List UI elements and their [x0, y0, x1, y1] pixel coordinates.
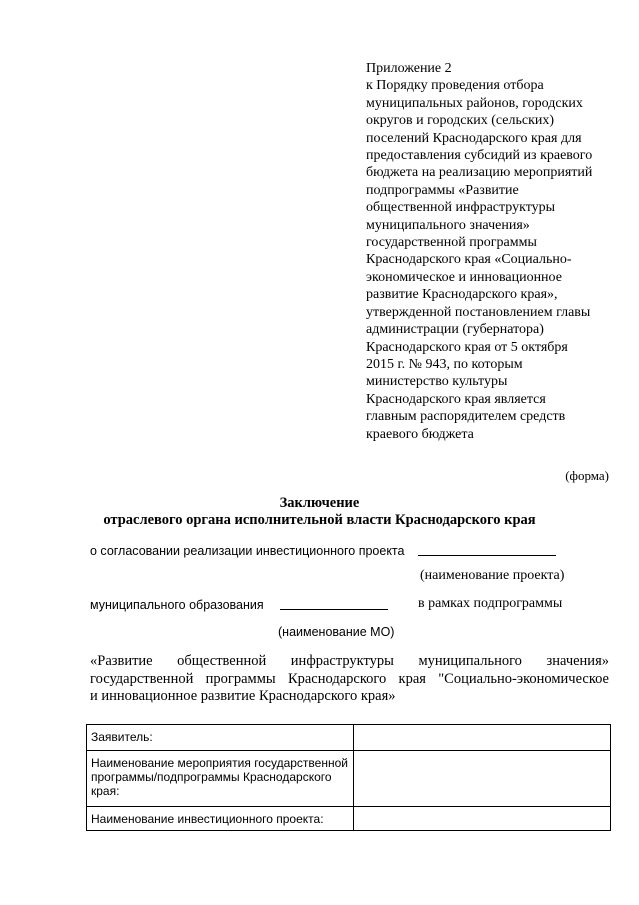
- mo-name-field[interactable]: [280, 609, 388, 610]
- appendix-line: Краснодарского края «Социально-: [366, 252, 572, 268]
- program-activity-value-cell[interactable]: [354, 751, 611, 807]
- appendix-line: подпрограммы «Развитие: [366, 182, 519, 198]
- appendix-line: Краснодарского края является: [366, 391, 546, 407]
- project-name-field[interactable]: [418, 555, 556, 556]
- appendix-line: бюджета на реализацию мероприятий: [366, 165, 593, 181]
- appendix-line: экономическое и инновационное: [366, 269, 562, 285]
- paragraph-line: «Развитие общественной инфраструктуры муниципального значения»: [90, 653, 609, 669]
- appendix-line: поселений Краснодарского края для: [366, 130, 582, 146]
- paragraph-line: и инновационное развитие Краснодарского края»: [90, 688, 396, 704]
- row-label: Наименование мероприятия государственной программы/подпрограммы Краснодарского края:: [87, 751, 354, 807]
- document-subtitle: отраслевого органа исполнительной власти Краснодарского края: [103, 512, 536, 528]
- appendix-line: общественной инфраструктуры: [366, 200, 556, 216]
- table-row: [87, 751, 611, 807]
- appendix-line: 2015 г. № 943, по которым: [366, 356, 523, 372]
- table-row: [87, 807, 611, 831]
- program-paragraph: [90, 653, 609, 706]
- mo-caption: (наименование МО): [278, 625, 395, 639]
- project-value-cell[interactable]: [354, 807, 611, 831]
- appendix-line: к Порядку проведения отбора: [366, 78, 544, 94]
- appendix-line: развитие Краснодарского края»,: [366, 287, 558, 303]
- subprogram-label: в рамках подпрограммы: [418, 596, 563, 611]
- appendix-note: [366, 60, 634, 443]
- appendix-line: утвержденной постановлением главы: [366, 304, 591, 320]
- appendix-line: Приложение 2: [366, 61, 452, 76]
- appendix-line: муниципальных районов, городских: [366, 95, 583, 111]
- appendix-line: Краснодарского края от 5 октября: [366, 339, 568, 355]
- form-note: (форма): [565, 468, 609, 483]
- paragraph-line: государственной программы Краснодарского края "Социально-экономическое: [90, 670, 609, 687]
- appendix-line: министерство культуры: [366, 374, 508, 390]
- table-row: [87, 725, 611, 751]
- conclusion-table: [86, 724, 611, 831]
- appendix-line: предоставления субсидий из краевого: [366, 148, 593, 164]
- applicant-value-cell[interactable]: [354, 725, 611, 751]
- appendix-line: краевого бюджета: [366, 426, 474, 442]
- row-label: Наименование инвестиционного проекта:: [87, 807, 354, 831]
- project-label: о согласовании реализации инвестиционного проекта: [90, 544, 405, 558]
- project-caption: (наименование проекта): [420, 568, 565, 583]
- appendix-line: государственной программы: [366, 235, 537, 251]
- appendix-line: главным распорядителем средств: [366, 409, 566, 425]
- mo-label: муниципального образования: [90, 598, 264, 612]
- appendix-line: округов и городских (сельских): [366, 113, 555, 129]
- document-title: Заключение: [279, 495, 360, 511]
- row-label: Заявитель:: [87, 725, 354, 751]
- appendix-line: администрации (губернатора): [366, 322, 544, 338]
- appendix-line: муниципального значения»: [366, 217, 530, 233]
